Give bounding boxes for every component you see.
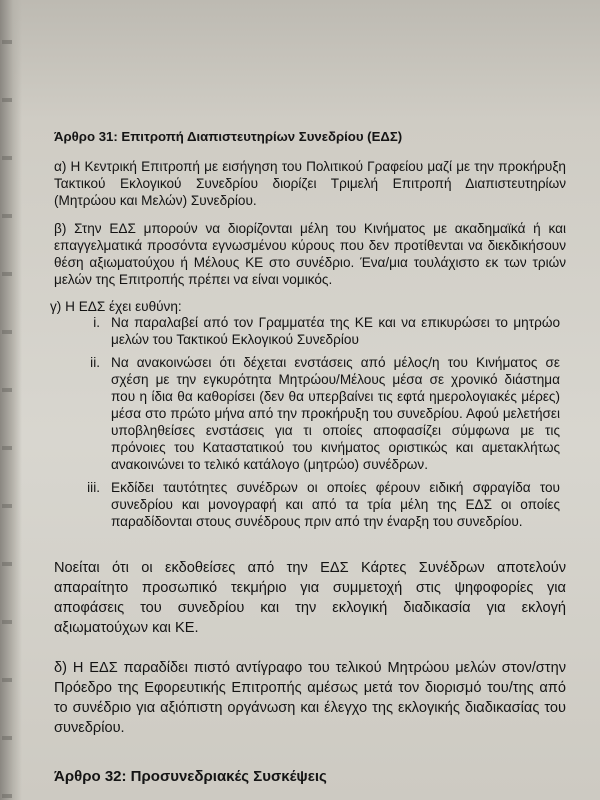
list-item xyxy=(48,314,560,348)
list-item-text: Να παραλαβεί από τον Γραμματέα της ΚΕ και να επικυρώσει το μητρώο μελών του Τακτικού Εκλογικού Συνεδρίου xyxy=(111,315,560,347)
list-item xyxy=(48,354,560,473)
list-item-number: ii. xyxy=(90,355,100,370)
article-31-title: Άρθρο 31: Επιτροπή Διαπιστευτηρίων Συνεδρίου (ΕΔΣ) xyxy=(54,129,403,144)
note-paragraph: Νοείται ότι οι εκδοθείσες από την ΕΔΣ Κάρτες Συνέδρων αποτελούν απαραίτητο προσωπικό τεκμήριο για συμμετοχή στις ψηφοφορίες για αποφάσεις του συνεδρίου και την εκλογική διαδικασία για εκλογή αξιωματούχων και ΚΕ. xyxy=(54,560,566,636)
list-item-number: iii. xyxy=(87,480,100,495)
responsibilities-list xyxy=(48,314,560,530)
paragraph-a: α) Η Κεντρική Επιτροπή με εισήγηση του Πολιτικού Γραφείου μαζί με την προκήρυξη Τακτικού Εκλογικού Συνεδρίου διορίζει Τριμελή Επιτροπή Διαπιστευτηρίων (Μητρώου και Μελών) Συνεδρίου. xyxy=(54,159,566,208)
paragraph-d: δ) Η ΕΔΣ παραδίδει πιστό αντίγραφο του τελικού Μητρώου μελών στον/στην Πρόεδρο της Εφορευτικής Επιτροπής αμέσως μετά τον διορισμό του/της από το συνέδριο για αξιόπιστη οργάνωση και έλεγχο της εκλογικής διαδικασίας του συνεδρίου. xyxy=(54,660,566,736)
list-item xyxy=(48,479,560,530)
list-item-text: Να ανακοινώσει ότι δέχεται ενστάσεις από μέλος/η του Κινήματος σε σχέση με την εγκυρότητα Μητρώου/Μέλους μέσα σε χρονικό διάστημα που η ίδια θα καθορίσει (δεν θα υπερβαίνει τις εφτά ημερολογιακές μέρες) μέσα στο πρώτο μήνα από την προκήρυξη του συνεδρίου. Αφού μελετήσει υποβληθείσες ενστάσεις για τι οποίες αποφασίζει σύμφωνα με τις πρόνοιες του Καταστατικού του κινήματος οριστικώς και αμετακλήτως ανακοινώνει το τελικό κατάλογο (μητρώο) συνέδρων. xyxy=(111,355,560,472)
paragraph-b: β) Στην ΕΔΣ μπορούν να διορίζονται μέλη του Κινήματος με ακαδημαϊκά ή και επαγγελματικά προσόντα εγνωσμένου κύρους που δεν προτίθενται να διεκδικήσουν θέση αξιωματούχου ή Μέλους ΚΕ στο συνέδριο. Ένα/μια τουλάχιστο εκ των τριών μελών της Επιτροπής πρέπει να είναι νομικός. xyxy=(54,221,566,287)
article-32-title: Άρθρο 32: Προσυνεδριακές Συσκέψεις xyxy=(54,768,327,785)
list-item-text: Εκδίδει ταυτότητες συνέδρων οι οποίες φέρουν ειδική σφραγίδα του συνεδρίου και μονογραφή και από τα τρία μέλη της ΕΔΣ οι οποίες παραδίδονται στους συνέδρους πριν από την έναρξη του συνεδρίου. xyxy=(111,480,560,529)
paragraph-c-intro: γ) Η ΕΔΣ έχει ευθύνη: xyxy=(50,299,182,314)
list-item-number: i. xyxy=(93,315,100,330)
page-binding-edge xyxy=(2,0,12,800)
